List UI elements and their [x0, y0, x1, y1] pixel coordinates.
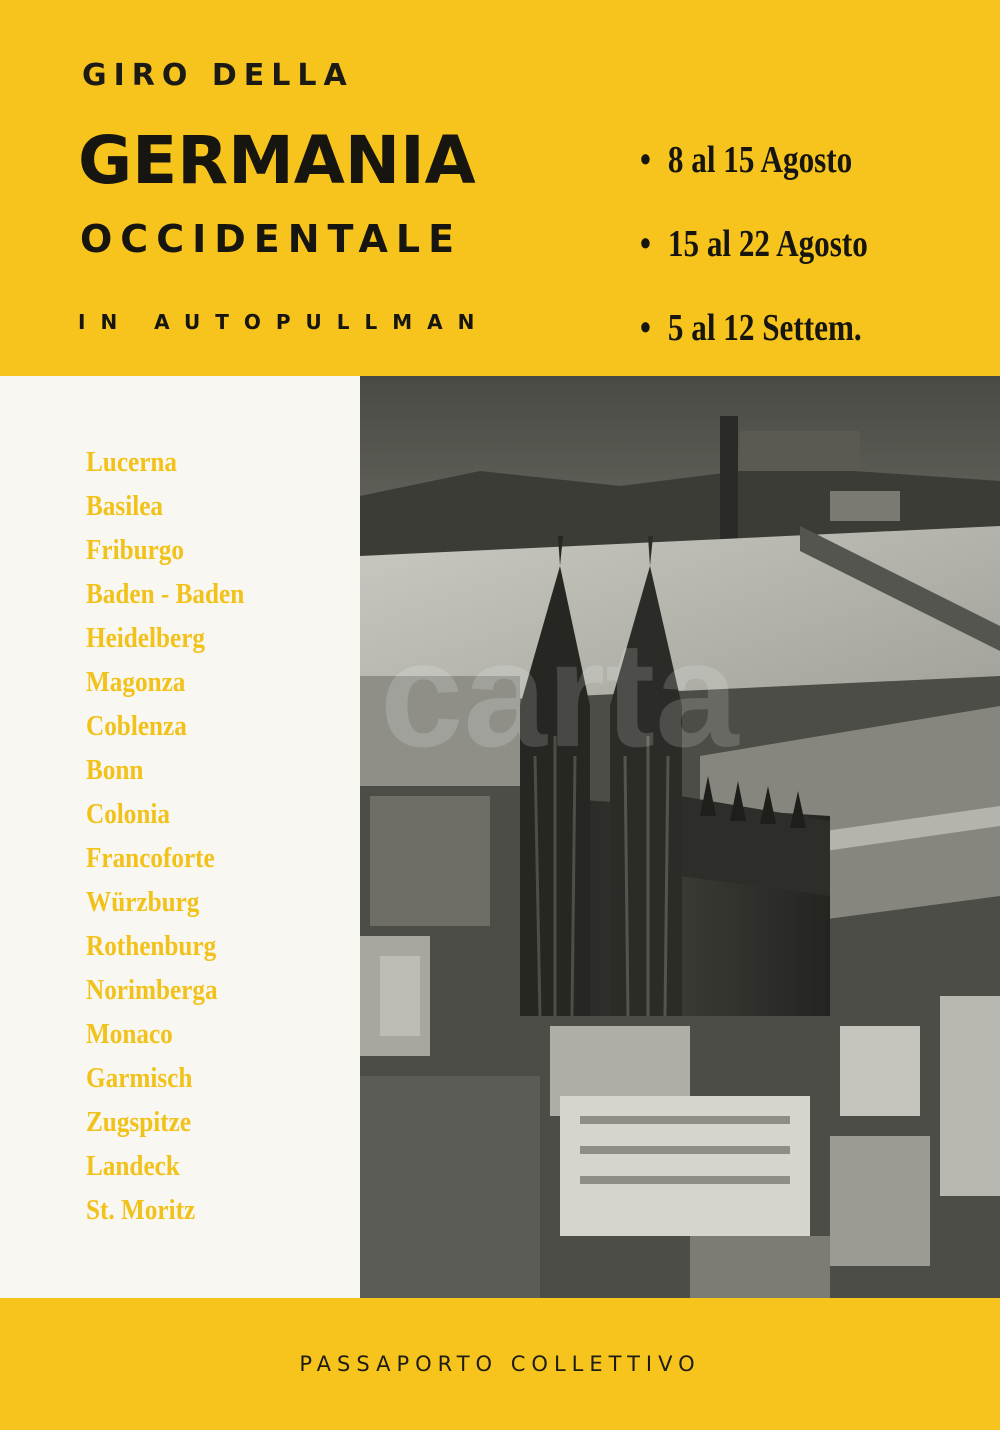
- city-list: [86, 446, 262, 1238]
- date-item: [640, 224, 911, 308]
- city-item: Lucerna: [86, 447, 177, 478]
- city-item: Heidelberg: [86, 623, 205, 654]
- bullet-icon: •: [640, 223, 651, 265]
- city-item: Francoforte: [86, 843, 215, 874]
- date-item: [640, 140, 911, 224]
- title-sub: OCCIDENTALE: [80, 217, 463, 261]
- bullet-icon: •: [640, 307, 651, 349]
- city-item: Garmisch: [86, 1063, 193, 1094]
- date-text: 8 al 15 Agosto: [667, 139, 853, 181]
- date-text: 15 al 22 Agosto: [667, 223, 868, 265]
- cathedral-photo: [360, 376, 1000, 1298]
- city-item: Baden - Baden: [86, 579, 245, 610]
- city-item: Basilea: [86, 491, 164, 522]
- city-item: Bonn: [86, 755, 144, 786]
- city-item: Norimberga: [86, 975, 218, 1006]
- watermark-text: carta: [380, 610, 739, 778]
- city-item: Zugspitze: [86, 1107, 192, 1138]
- city-item: Friburgo: [86, 535, 185, 566]
- footer-text: PASSAPORTO COLLETTIVO: [299, 1352, 701, 1376]
- city-item: Rothenburg: [86, 931, 217, 962]
- city-item: Würzburg: [86, 887, 200, 918]
- date-text: 5 al 12 Settem.: [667, 307, 862, 349]
- cologne-aerial-illustration: [360, 376, 1000, 1298]
- city-item: Magonza: [86, 667, 186, 698]
- city-item: St. Moritz: [86, 1195, 196, 1226]
- tour-dates: [640, 140, 970, 392]
- city-item: Monaco: [86, 1019, 173, 1050]
- title-small: GIRO DELLA: [82, 58, 354, 93]
- bullet-icon: •: [640, 139, 651, 181]
- header-band: [0, 0, 1000, 376]
- city-item: Colonia: [86, 799, 171, 830]
- title-main: GERMANIA: [78, 122, 476, 199]
- title-mode: IN AUTOPULLMAN: [78, 310, 490, 334]
- city-item: Coblenza: [86, 711, 187, 742]
- city-item: Landeck: [86, 1151, 180, 1182]
